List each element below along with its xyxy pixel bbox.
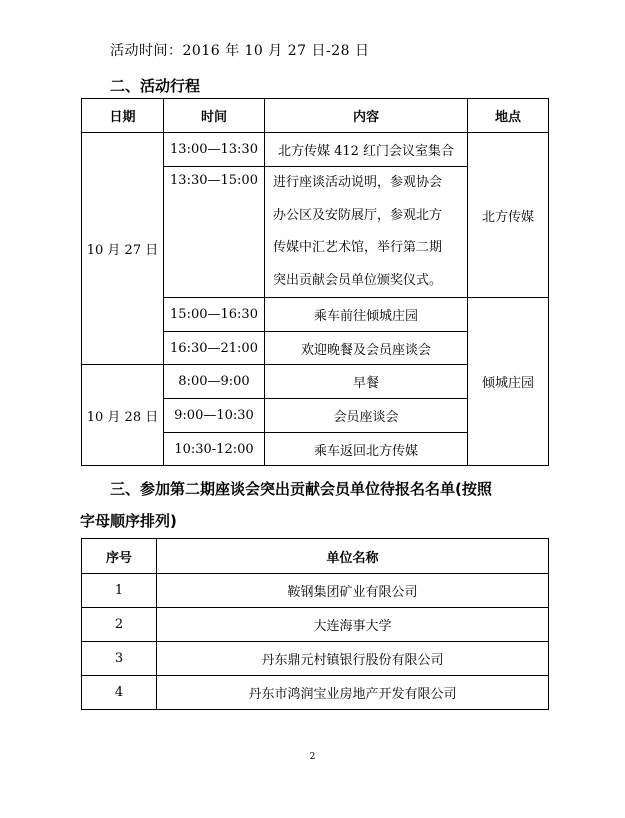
header-location: 地点 <box>468 99 549 133</box>
content-cell: 会员座谈会 <box>265 399 468 433</box>
time-cell: 13:30—15:00 <box>164 167 265 298</box>
date-cell-day2: 10 月 28 日 <box>82 365 164 466</box>
time-cell: 10:30-12:00 <box>164 433 265 466</box>
content-line: 办公区及安防展厅，参观北方 <box>273 207 443 223</box>
header-number: 序号 <box>82 539 157 574</box>
content-cell: 北方传媒 412 红门会议室集合 <box>265 133 468 167</box>
time-cell: 8:00—9:00 <box>164 365 265 399</box>
table-row <box>82 133 549 167</box>
header-unit-name: 单位名称 <box>157 539 549 574</box>
unit-name: 鞍钢集团矿业有限公司 <box>157 574 549 608</box>
schedule-header-row <box>82 99 549 133</box>
unit-number: 4 <box>82 676 157 710</box>
unit-number: 3 <box>82 642 157 676</box>
page-number: 2 <box>309 752 316 762</box>
header-date: 日期 <box>82 99 164 133</box>
location-cell-1: 北方传媒 <box>468 133 549 298</box>
units-table <box>81 538 549 710</box>
table-row <box>82 608 549 642</box>
section-heading-schedule: 二、活动行程 <box>110 77 201 95</box>
table-row <box>82 574 549 608</box>
units-header-row <box>82 539 549 574</box>
time-cell: 15:00—16:30 <box>164 298 265 332</box>
location-cell-2: 倾城庄园 <box>468 298 549 466</box>
content-line: 突出贡献会员单位颁奖仪式。 <box>273 272 443 288</box>
schedule-table <box>81 98 549 466</box>
content-cell: 乘车返回北方传媒 <box>265 433 468 466</box>
content-cell-multiline <box>265 167 468 298</box>
section-heading-units: 三、参加第二期座谈会突出贡献会员单位待报名名单(按照 <box>110 480 492 498</box>
content-cell: 乘车前往倾城庄园 <box>265 298 468 332</box>
unit-number: 1 <box>82 574 157 608</box>
content-cell: 欢迎晚餐及会员座谈会 <box>265 332 468 365</box>
unit-number: 2 <box>82 608 157 642</box>
time-cell: 9:00—10:30 <box>164 399 265 433</box>
time-cell: 16:30—21:00 <box>164 332 265 365</box>
content-cell: 早餐 <box>265 365 468 399</box>
content-line: 进行座谈活动说明，参观协会 <box>273 175 443 190</box>
header-time: 时间 <box>164 99 265 133</box>
table-row <box>82 642 549 676</box>
unit-name: 大连海事大学 <box>157 608 549 642</box>
date-cell-day1: 10 月 27 日 <box>82 133 164 365</box>
activity-time: 活动时间：2016 年 10 月 27 日-28 日 <box>110 43 370 59</box>
unit-name: 丹东鼎元村镇银行股份有限公司 <box>157 642 549 676</box>
table-row <box>82 676 549 710</box>
unit-name: 丹东市鸿润宝业房地产开发有限公司 <box>157 676 549 710</box>
content-line: 传媒中汇艺术馆，举行第二期 <box>273 240 443 256</box>
section-heading-units-cont: 字母顺序排列) <box>80 512 177 530</box>
time-cell: 13:00—13:30 <box>164 133 265 167</box>
header-content: 内容 <box>265 99 468 133</box>
